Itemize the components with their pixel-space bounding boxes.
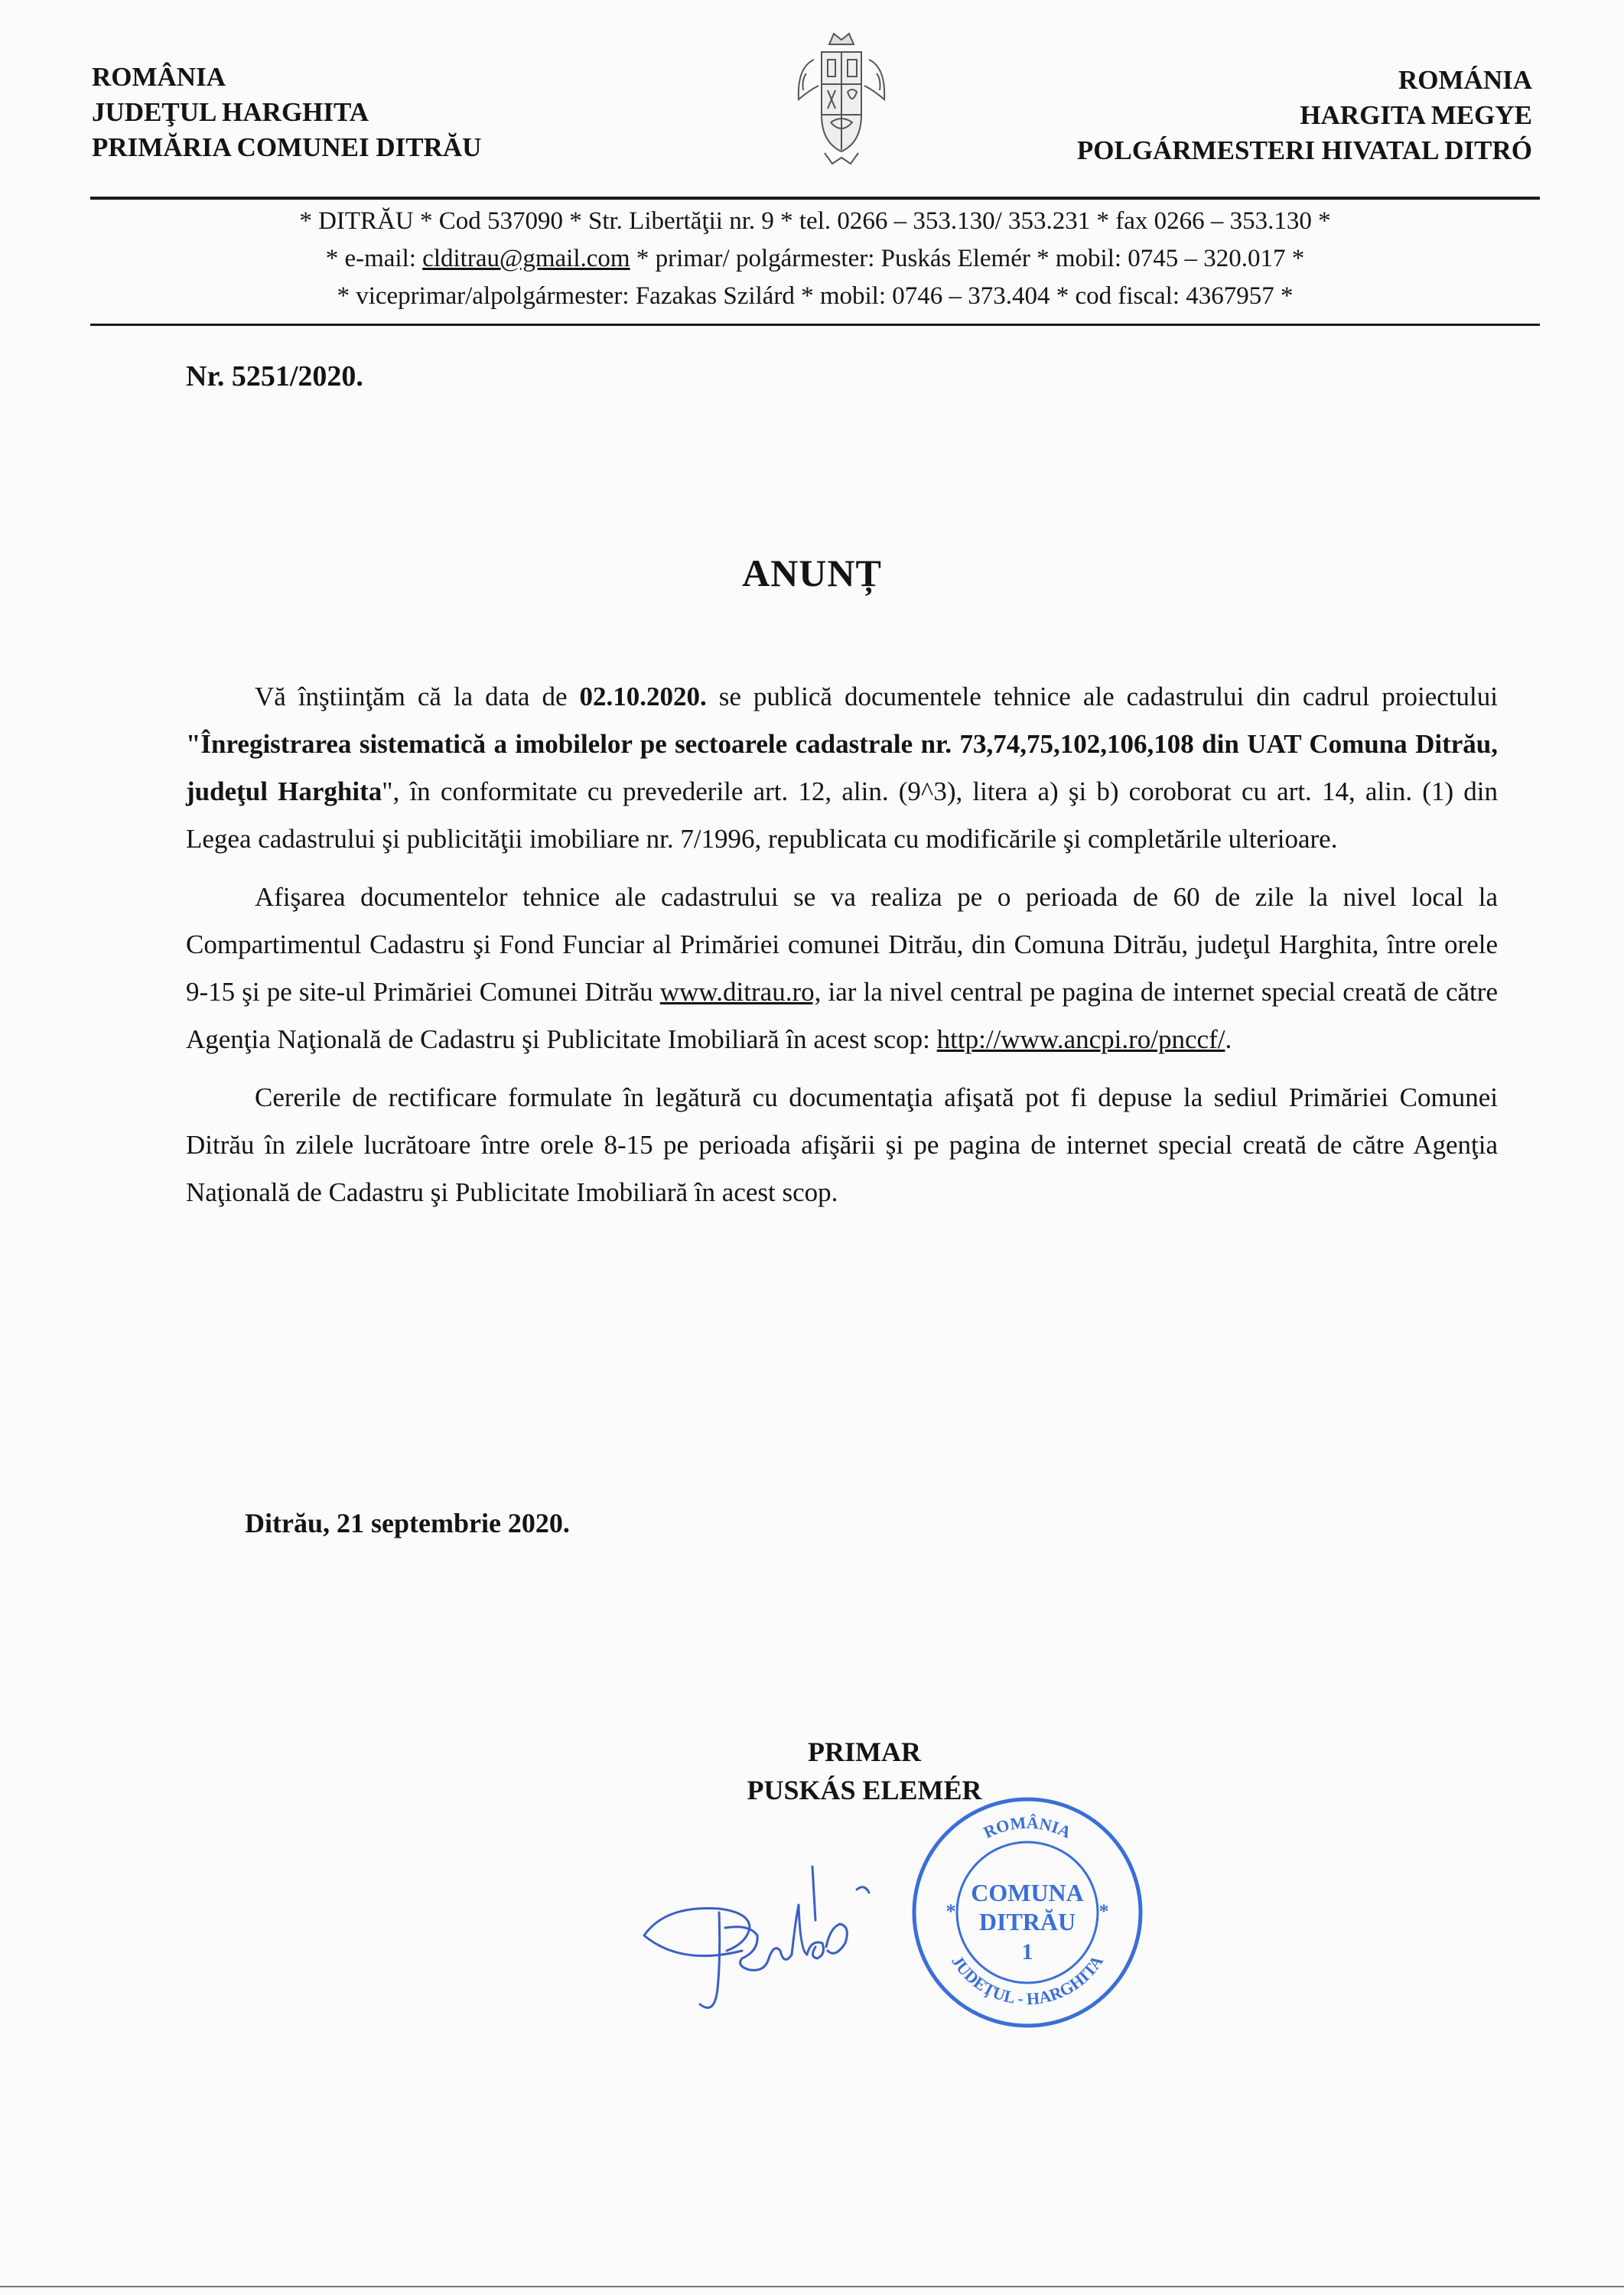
- contact-line-email: [90, 240, 1540, 278]
- signatory-name: PUSKÁS ELEMÉR: [747, 1775, 982, 1805]
- header-left: [92, 60, 481, 165]
- p1-text-b: se publică documentele tehnice ale cadastrului din cadrul proiectului: [706, 682, 1498, 711]
- place-and-date: Ditrău, 21 septembrie 2020.: [245, 1508, 570, 1538]
- handwritten-signature: [635, 1836, 895, 2035]
- contact-mayor-info: * primar/ polgármester: Puskás Elemér * mobil: 0745 – 320.017 *: [630, 245, 1305, 272]
- official-stamp: [909, 1794, 1146, 2031]
- svg-text:*: *: [945, 1900, 956, 1922]
- header-right-country: ROMÁNIA: [1398, 65, 1532, 95]
- svg-text:*: *: [1098, 1900, 1109, 1922]
- contact-block: [90, 203, 1540, 315]
- coat-of-arms-icon: [791, 29, 892, 168]
- p2-text-a: Afişarea documentelor tehnice ale cadastrului se va realiza pe o perioada de 60 de zile la nivel local la Compartimentul Cadastru şi Fond Funciar al Primăriei comunei Ditrău, din Comuna Ditrău, judeţul Harghita, între orele 9-15 şi pe site-ul Primăriei Comunei Ditrău: [186, 882, 1498, 1007]
- header-right: [1077, 63, 1532, 168]
- contact-line-vicemayor: * viceprimar/alpolgármester: Fazakas Szilárd * mobil: 0746 – 373.404 * cod fiscal: 4367957 *: [337, 282, 1294, 310]
- header-right-county: HARGITA MEGYE: [1300, 100, 1532, 130]
- header-divider-top: [90, 197, 1540, 200]
- svg-text:JUDEŢUL - HARGHITA: JUDEŢUL - HARGHITA: [948, 1952, 1107, 2009]
- project-title: "Înregistrarea sistematică a imobilelor pe sectoarele cadastrale nr. 73,74,75,102,106,108 din UAT Comuna Ditrău, judeţul Harghita: [186, 729, 1498, 806]
- signatory-role: PRIMAR: [808, 1737, 921, 1767]
- contact-email-link[interactable]: clditrau@gmail.com: [422, 245, 630, 272]
- contact-line-address: * DITRĂU * Cod 537090 * Str. Libertăţii nr. 9 * tel. 0266 – 353.130/ 353.231 * fax 0266 – 353.130 *: [299, 207, 1331, 235]
- site-link[interactable]: www.ditrau.ro,: [659, 977, 822, 1007]
- header-left-county: JUDEŢUL HARGHITA: [92, 97, 369, 127]
- paragraph-display: [186, 874, 1498, 1063]
- document-body: [186, 673, 1498, 1227]
- p2-text-b: iar la nivel central pe pagina de internet special creată de către Agenţia Naţională de Cadastru şi Publicitate Imobiliară în acest scop:: [186, 977, 1498, 1054]
- header-left-institution: PRIMĂRIA COMUNEI DITRĂU: [92, 132, 482, 162]
- svg-text:DITRĂU: DITRĂU: [978, 1908, 1076, 1935]
- svg-text:1: 1: [1021, 1939, 1033, 1965]
- header-divider-bottom: [90, 324, 1540, 326]
- ancpi-link[interactable]: http://www.ancpi.ro/pnccf/: [936, 1024, 1225, 1054]
- contact-email-label: * e-mail:: [325, 245, 423, 272]
- document-number: Nr. 5251/2020.: [186, 360, 363, 392]
- header-left-country: ROMÂNIA: [92, 62, 226, 92]
- footer-line: [0, 2286, 1624, 2287]
- publication-date: 02.10.2020.: [579, 682, 707, 711]
- p1-text-c: ", în conformitate cu prevederile art. 12, alin. (9^3), litera a) şi b) coroborat cu art. 14, alin. (1) din Legea cadastrului şi publicităţii imobiliare nr. 7/1996, republicata cu modificările şi completările ulterioare.: [186, 776, 1498, 854]
- header-right-institution: POLGÁRMESTERI HIVATAL DITRÓ: [1076, 135, 1532, 165]
- svg-text:ROMÂNIA: ROMÂNIA: [980, 1812, 1075, 1842]
- paragraph-rectification: Cererile de rectificare formulate în legătură cu documentaţia afişată pot fi depuse la sediul Primăriei Comunei Ditrău în zilele lucrătoare între orele 8-15 pe perioada afişării şi pe pagina de internet special creată de către Agenţia Naţională de Cadastru şi Publicitate Imobiliară în acest scop.: [186, 1082, 1498, 1207]
- p1-text-a: Vă înştiinţăm că la data de: [255, 682, 580, 711]
- document-title: ANUNȚ: [742, 552, 882, 594]
- paragraph-publication: [186, 673, 1498, 863]
- p2-text-c: .: [1225, 1024, 1232, 1054]
- svg-text:COMUNA: COMUNA: [971, 1879, 1084, 1906]
